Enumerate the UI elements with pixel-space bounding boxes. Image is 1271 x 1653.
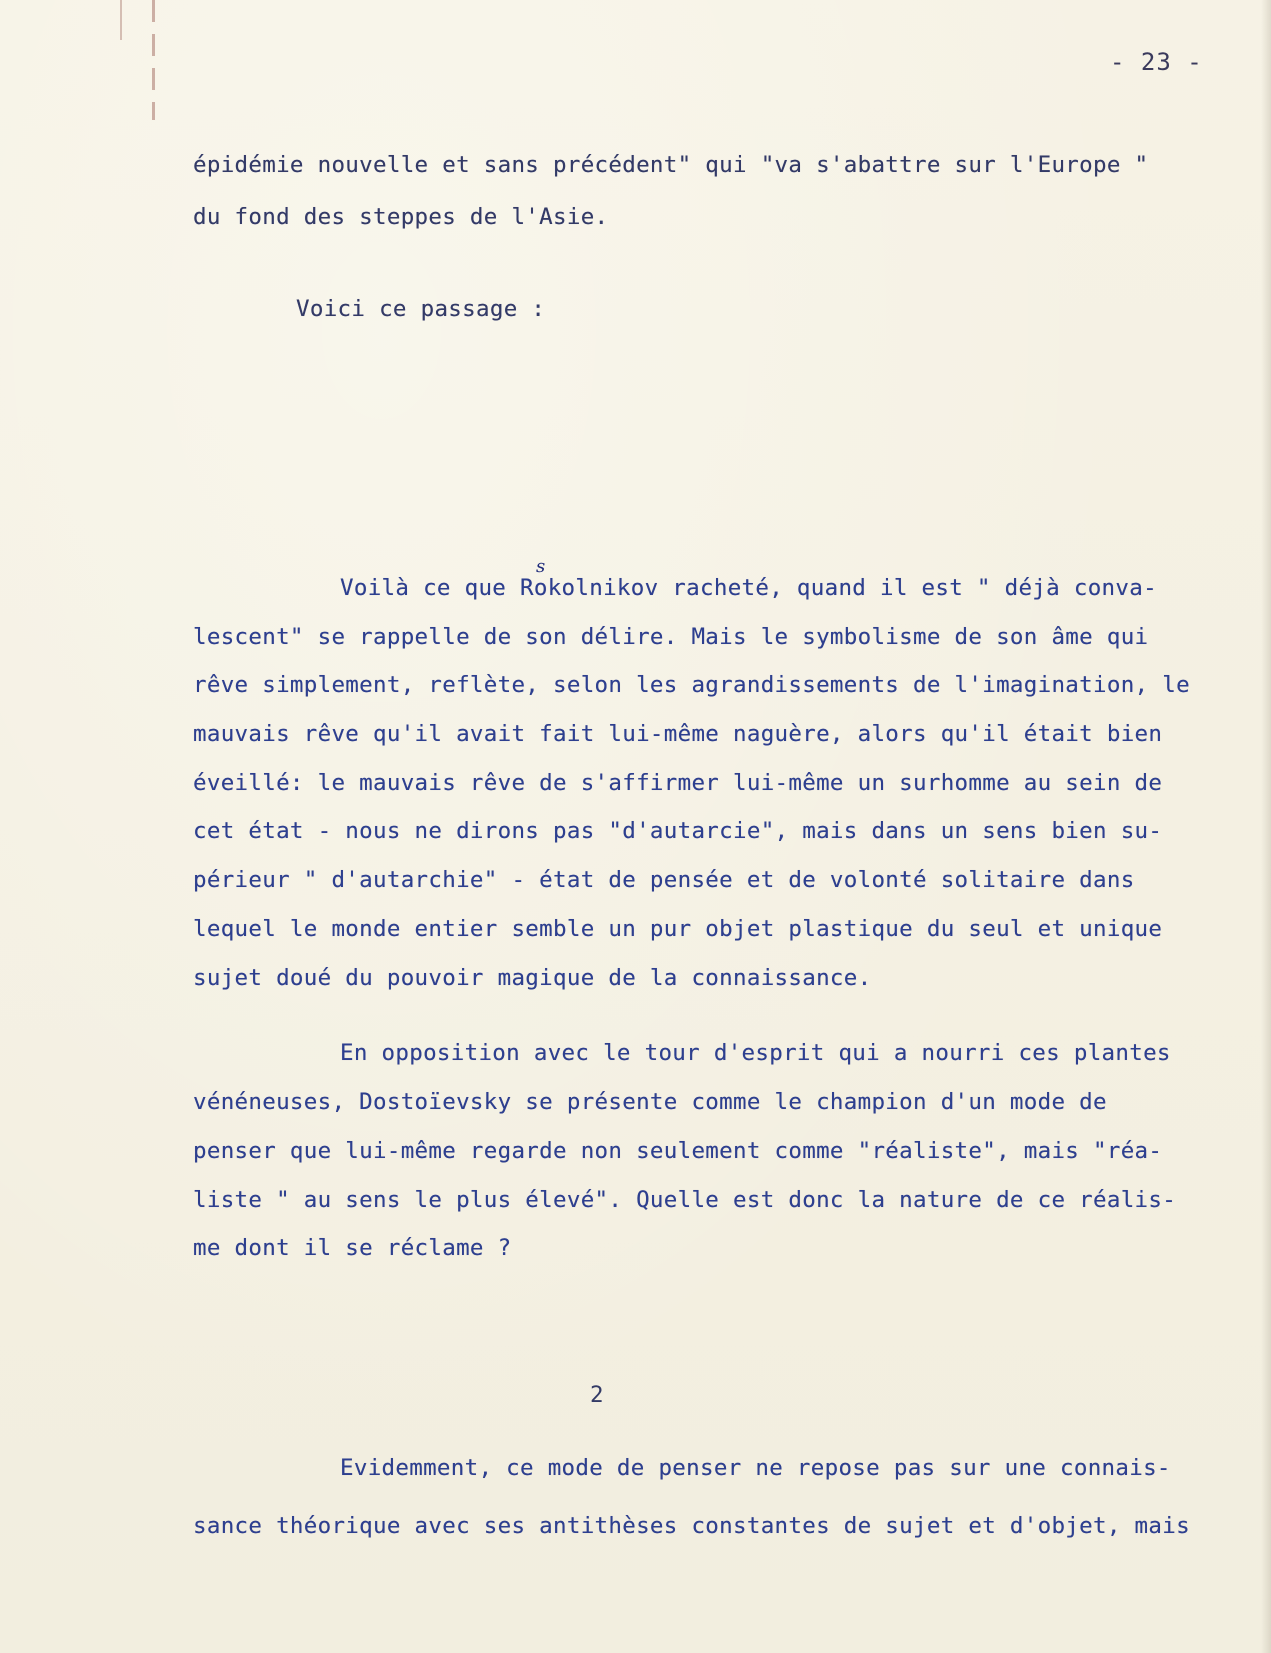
- page-number: - 23 -: [1110, 48, 1203, 76]
- binding-mark: [120, 0, 122, 40]
- text-line: épidémie nouvelle et sans précédent" qui "va s'abattre sur l'Europe ": [193, 152, 1149, 178]
- text-line: périeur " d'autarchie" - état de pensée et de volonté solitaire dans: [193, 867, 1135, 893]
- text-line: En opposition avec le tour d'esprit qui a nourri ces plantes: [340, 1040, 1171, 1066]
- text-line: Evidemment, ce mode de penser ne repose pas sur une connais-: [340, 1455, 1171, 1481]
- binding-mark: [152, 0, 155, 120]
- text-line: lequel le monde entier semble un pur objet plastique du seul et unique: [193, 916, 1163, 942]
- section-number: 2: [590, 1382, 604, 1408]
- text-line: lescent" se rappelle de son délire. Mais le symbolisme de son âme qui: [193, 624, 1149, 650]
- text-line: rêve simplement, reflète, selon les agrandissements de l'imagination, le: [193, 672, 1190, 698]
- text-line: sance théorique avec ses antithèses constantes de sujet et d'objet, mais: [193, 1513, 1190, 1539]
- text-line: penser que lui-même regarde non seulement comme "réaliste", mais "réa-: [193, 1138, 1163, 1164]
- text-line: du fond des steppes de l'Asie.: [193, 204, 609, 230]
- text-line: liste " au sens le plus élevé". Quelle est donc la nature de ce réalis-: [193, 1187, 1177, 1213]
- text-line: me dont il se réclame ?: [193, 1235, 512, 1261]
- lead-line: Voici ce passage :: [296, 296, 546, 322]
- text-line: cet état - nous ne dirons pas "d'autarcie", mais dans un sens bien su-: [193, 818, 1163, 844]
- text-line: vénéneuses, Dostoïevsky se présente comme le champion d'un mode de: [193, 1089, 1107, 1115]
- page-edge-shadow: [1261, 0, 1271, 1653]
- text-line: Voilà ce que Rokolnikov racheté, quand il est " déjà conva-: [340, 575, 1157, 601]
- handwritten-correction: s: [536, 556, 546, 577]
- text-line: éveillé: le mauvais rêve de s'affirmer lui-même un surhomme au sein de: [193, 770, 1163, 796]
- text-line: sujet doué du pouvoir magique de la connaissance.: [193, 965, 872, 991]
- text-line: mauvais rêve qu'il avait fait lui-même naguère, alors qu'il était bien: [193, 721, 1163, 747]
